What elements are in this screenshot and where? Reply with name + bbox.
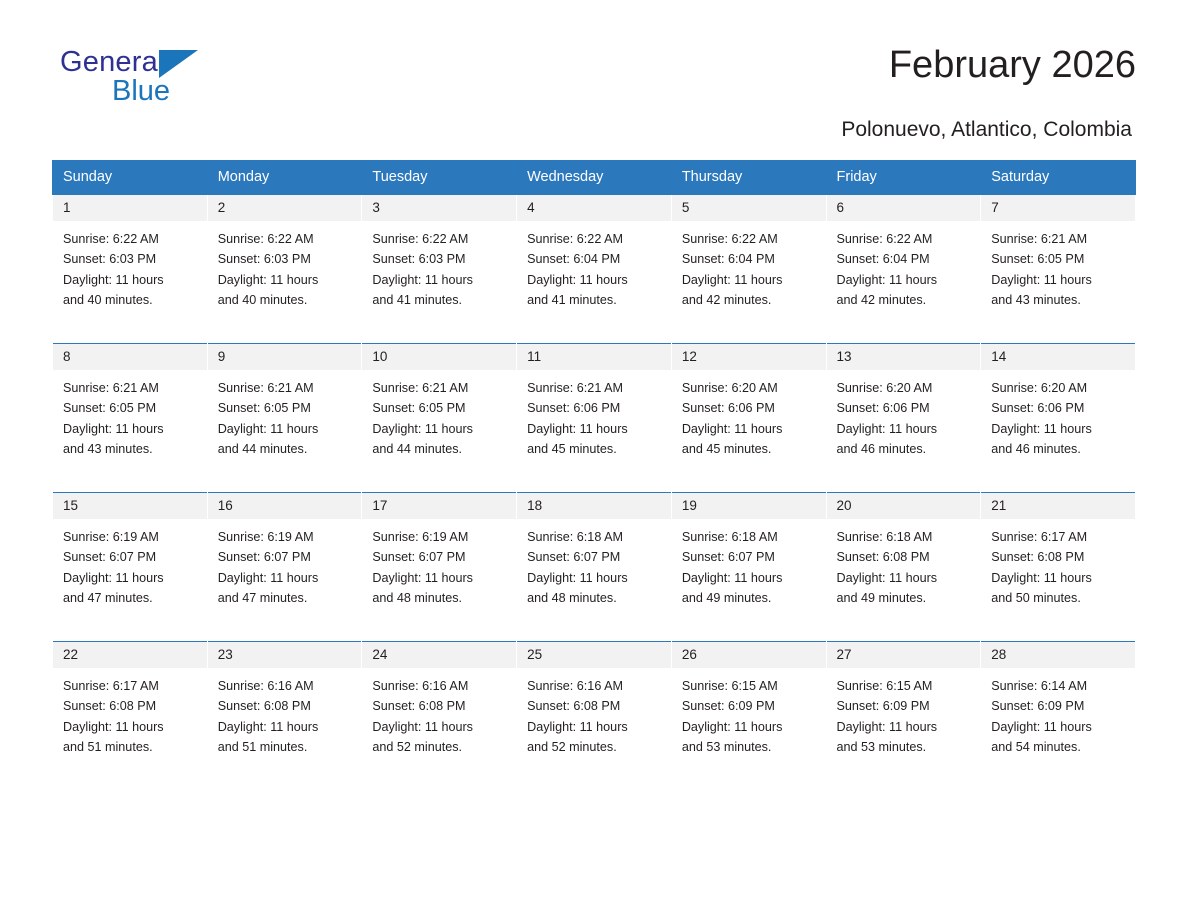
daylight-text-line2: and 52 minutes.: [527, 740, 617, 755]
day-details: [672, 668, 826, 758]
day-number: 14: [981, 344, 1135, 370]
sunset-text: Sunset: 6:06 PM: [836, 401, 930, 416]
day-number: 4: [517, 195, 671, 221]
weekday-header-friday: Friday: [826, 161, 981, 195]
daylight-text-line1: Daylight: 11 hours: [527, 570, 628, 585]
page-subtitle: Polonuevo, Atlantico, Colombia: [841, 118, 1132, 141]
sunset-text: Sunset: 6:08 PM: [63, 699, 157, 714]
daylight-text-line2: and 53 minutes.: [836, 740, 927, 755]
day-details: [672, 221, 826, 311]
sunrise-text: Sunrise: 6:17 AM: [991, 530, 1088, 544]
day-number: 20: [827, 493, 981, 519]
sunrise-text: Sunrise: 6:19 AM: [372, 530, 469, 544]
day-cell: [517, 195, 672, 344]
daylight-text-line2: and 49 minutes.: [681, 591, 772, 606]
day-number: 11: [517, 344, 671, 370]
day-cell: [981, 195, 1136, 344]
day-details: [981, 519, 1135, 609]
weekday-header-row: [53, 161, 1136, 195]
day-details: [827, 668, 981, 758]
sunrise-text: Sunrise: 6:20 AM: [681, 381, 778, 395]
sunset-text: Sunset: 6:06 PM: [681, 401, 775, 416]
generalblue-logo: [60, 46, 260, 110]
sunset-text: Sunset: 6:03 PM: [63, 252, 157, 267]
sunset-text: Sunset: 6:08 PM: [217, 699, 311, 714]
day-cell: [362, 195, 517, 344]
sunrise-text: Sunrise: 6:19 AM: [63, 530, 159, 544]
day-details: [981, 668, 1135, 758]
daylight-text-line1: Daylight: 11 hours: [217, 272, 319, 287]
day-number: 3: [362, 195, 516, 221]
calendar-week-row: [53, 493, 1136, 642]
sunrise-text: Sunrise: 6:22 AM: [372, 232, 469, 246]
daylight-text-line2: and 44 minutes.: [372, 442, 463, 457]
day-cell: [517, 642, 672, 791]
sunrise-text: Sunrise: 6:21 AM: [527, 381, 624, 395]
day-cell: [53, 344, 208, 493]
daylight-text-line1: Daylight: 11 hours: [527, 272, 628, 287]
daylight-text-line1: Daylight: 11 hours: [681, 719, 783, 734]
day-cell: [826, 642, 981, 791]
daylight-text-line2: and 53 minutes.: [681, 740, 772, 755]
day-cell: [362, 493, 517, 642]
weekday-header-monday: Monday: [207, 161, 362, 195]
sunset-text: Sunset: 6:05 PM: [991, 252, 1085, 267]
sunset-text: Sunset: 6:09 PM: [991, 699, 1085, 714]
day-number: 8: [53, 344, 207, 370]
day-cell: [826, 344, 981, 493]
calendar-week-row: [53, 344, 1136, 493]
sunrise-text: Sunrise: 6:16 AM: [527, 679, 624, 693]
daylight-text-line1: Daylight: 11 hours: [991, 421, 1092, 436]
day-details: [362, 370, 516, 460]
daylight-text-line2: and 47 minutes.: [63, 591, 153, 606]
sunset-text: Sunset: 6:08 PM: [372, 699, 466, 714]
day-details: [208, 221, 362, 311]
day-details: [517, 519, 671, 609]
sunrise-text: Sunrise: 6:20 AM: [991, 381, 1088, 395]
daylight-text-line1: Daylight: 11 hours: [836, 719, 938, 734]
daylight-text-line2: and 45 minutes.: [681, 442, 772, 457]
page-title: February 2026: [888, 44, 1136, 86]
daylight-text-line1: Daylight: 11 hours: [836, 272, 938, 287]
daylight-text-line1: Daylight: 11 hours: [991, 719, 1092, 734]
day-cell: [207, 642, 362, 791]
day-cell: [53, 195, 208, 344]
daylight-text-line2: and 54 minutes.: [991, 740, 1081, 755]
daylight-text-line1: Daylight: 11 hours: [991, 272, 1092, 287]
daylight-text-line2: and 42 minutes.: [681, 293, 772, 308]
daylight-text-line1: Daylight: 11 hours: [991, 570, 1092, 585]
day-number: 2: [208, 195, 362, 221]
day-number: 27: [827, 642, 981, 668]
day-details: [827, 519, 981, 609]
sunrise-text: Sunrise: 6:21 AM: [991, 232, 1088, 246]
day-number: 21: [981, 493, 1135, 519]
sunrise-text: Sunrise: 6:21 AM: [372, 381, 469, 395]
day-details: [208, 370, 362, 460]
daylight-text-line2: and 47 minutes.: [217, 591, 308, 606]
day-cell: [207, 195, 362, 344]
daylight-text-line2: and 51 minutes.: [217, 740, 308, 755]
day-cell: [362, 344, 517, 493]
daylight-text-line2: and 46 minutes.: [991, 442, 1081, 457]
daylight-text-line2: and 41 minutes.: [372, 293, 463, 308]
daylight-text-line2: and 43 minutes.: [63, 442, 153, 457]
day-details: [981, 221, 1135, 311]
day-number: 6: [827, 195, 981, 221]
day-number: 16: [208, 493, 362, 519]
day-number: 15: [53, 493, 207, 519]
daylight-text-line1: Daylight: 11 hours: [836, 421, 938, 436]
daylight-text-line2: and 50 minutes.: [991, 591, 1081, 606]
sunrise-text: Sunrise: 6:14 AM: [991, 679, 1088, 693]
sunset-text: Sunset: 6:08 PM: [836, 550, 930, 565]
sunrise-text: Sunrise: 6:22 AM: [681, 232, 778, 246]
sunset-text: Sunset: 6:09 PM: [681, 699, 775, 714]
daylight-text-line1: Daylight: 11 hours: [681, 272, 783, 287]
daylight-text-line2: and 52 minutes.: [372, 740, 463, 755]
sunset-text: Sunset: 6:04 PM: [681, 252, 775, 267]
day-details: [981, 370, 1135, 460]
sunset-text: Sunset: 6:04 PM: [836, 252, 930, 267]
day-cell: [207, 493, 362, 642]
daylight-text-line2: and 40 minutes.: [217, 293, 308, 308]
day-cell: [671, 195, 826, 344]
daylight-text-line1: Daylight: 11 hours: [63, 421, 164, 436]
day-cell: [671, 493, 826, 642]
day-number: 13: [827, 344, 981, 370]
sunrise-text: Sunrise: 6:18 AM: [681, 530, 778, 544]
weekday-header-tuesday: Tuesday: [362, 161, 517, 195]
sunset-text: Sunset: 6:07 PM: [681, 550, 775, 565]
sunset-text: Sunset: 6:03 PM: [372, 252, 466, 267]
day-cell: [53, 493, 208, 642]
day-cell: [362, 642, 517, 791]
daylight-text-line2: and 49 minutes.: [836, 591, 927, 606]
day-details: [53, 221, 207, 311]
sunset-text: Sunset: 6:06 PM: [991, 401, 1085, 416]
sunset-text: Sunset: 6:07 PM: [372, 550, 466, 565]
daylight-text-line2: and 40 minutes.: [63, 293, 153, 308]
sunrise-text: Sunrise: 6:18 AM: [836, 530, 933, 544]
day-cell: [981, 493, 1136, 642]
sunrise-text: Sunrise: 6:21 AM: [63, 381, 159, 395]
daylight-text-line1: Daylight: 11 hours: [63, 719, 164, 734]
daylight-text-line1: Daylight: 11 hours: [681, 570, 783, 585]
daylight-text-line1: Daylight: 11 hours: [372, 272, 473, 287]
daylight-text-line2: and 42 minutes.: [836, 293, 927, 308]
sunrise-text: Sunrise: 6:16 AM: [372, 679, 469, 693]
day-number: 26: [672, 642, 826, 668]
sunset-text: Sunset: 6:05 PM: [63, 401, 157, 416]
day-details: [672, 519, 826, 609]
day-details: [53, 519, 207, 609]
day-number: 18: [517, 493, 671, 519]
sunrise-text: Sunrise: 6:22 AM: [63, 232, 159, 246]
sunset-text: Sunset: 6:06 PM: [527, 401, 621, 416]
triangle-icon: [159, 50, 198, 78]
sunrise-text: Sunrise: 6:15 AM: [681, 679, 778, 693]
daylight-text-line2: and 43 minutes.: [991, 293, 1081, 308]
sunrise-text: Sunrise: 6:22 AM: [217, 232, 314, 246]
day-details: [827, 221, 981, 311]
daylight-text-line1: Daylight: 11 hours: [63, 272, 164, 287]
sunrise-text: Sunrise: 6:22 AM: [836, 232, 933, 246]
weekday-header-saturday: Saturday: [981, 161, 1136, 195]
daylight-text-line1: Daylight: 11 hours: [681, 421, 783, 436]
day-details: [517, 221, 671, 311]
day-number: 22: [53, 642, 207, 668]
sunrise-text: Sunrise: 6:18 AM: [527, 530, 624, 544]
sunset-text: Sunset: 6:08 PM: [527, 699, 621, 714]
day-details: [362, 221, 516, 311]
daylight-text-line1: Daylight: 11 hours: [217, 570, 319, 585]
daylight-text-line1: Daylight: 11 hours: [372, 719, 473, 734]
day-number: 1: [53, 195, 207, 221]
day-cell: [517, 344, 672, 493]
sunrise-sunset-calendar: [52, 160, 1136, 790]
page-header: [52, 0, 1136, 112]
logo-text-general: General: [60, 46, 165, 78]
day-details: [517, 668, 671, 758]
day-number: 28: [981, 642, 1135, 668]
day-cell: [981, 642, 1136, 791]
sunset-text: Sunset: 6:07 PM: [217, 550, 311, 565]
day-details: [208, 519, 362, 609]
day-number: 9: [208, 344, 362, 370]
day-cell: [671, 642, 826, 791]
day-details: [827, 370, 981, 460]
daylight-text-line2: and 44 minutes.: [217, 442, 308, 457]
daylight-text-line2: and 45 minutes.: [527, 442, 617, 457]
sunset-text: Sunset: 6:05 PM: [372, 401, 466, 416]
day-details: [53, 370, 207, 460]
day-details: [362, 668, 516, 758]
sunset-text: Sunset: 6:09 PM: [836, 699, 930, 714]
day-number: 10: [362, 344, 516, 370]
sunrise-text: Sunrise: 6:19 AM: [217, 530, 314, 544]
daylight-text-line1: Daylight: 11 hours: [372, 421, 473, 436]
day-details: [53, 668, 207, 758]
daylight-text-line1: Daylight: 11 hours: [372, 570, 473, 585]
weekday-header-thursday: Thursday: [671, 161, 826, 195]
sunrise-text: Sunrise: 6:15 AM: [836, 679, 933, 693]
sunset-text: Sunset: 6:03 PM: [217, 252, 311, 267]
daylight-text-line2: and 46 minutes.: [836, 442, 927, 457]
calendar-week-row: [53, 195, 1136, 344]
daylight-text-line1: Daylight: 11 hours: [836, 570, 938, 585]
daylight-text-line1: Daylight: 11 hours: [527, 421, 628, 436]
sunrise-text: Sunrise: 6:21 AM: [217, 381, 314, 395]
daylight-text-line1: Daylight: 11 hours: [63, 570, 164, 585]
sunset-text: Sunset: 6:07 PM: [63, 550, 157, 565]
day-cell: [53, 642, 208, 791]
calendar-week-row: [53, 642, 1136, 791]
day-number: 23: [208, 642, 362, 668]
day-cell: [826, 493, 981, 642]
day-details: [362, 519, 516, 609]
day-number: 12: [672, 344, 826, 370]
day-number: 7: [981, 195, 1135, 221]
day-details: [672, 370, 826, 460]
sunset-text: Sunset: 6:08 PM: [991, 550, 1085, 565]
daylight-text-line1: Daylight: 11 hours: [217, 421, 319, 436]
sunrise-text: Sunrise: 6:16 AM: [217, 679, 314, 693]
day-number: 17: [362, 493, 516, 519]
sunset-text: Sunset: 6:04 PM: [527, 252, 621, 267]
day-cell: [207, 344, 362, 493]
sunrise-text: Sunrise: 6:17 AM: [63, 679, 159, 693]
day-number: 25: [517, 642, 671, 668]
sunset-text: Sunset: 6:05 PM: [217, 401, 311, 416]
daylight-text-line2: and 48 minutes.: [527, 591, 617, 606]
weekday-header-wednesday: Wednesday: [517, 161, 672, 195]
day-number: 5: [672, 195, 826, 221]
weekday-header-sunday: Sunday: [53, 161, 208, 195]
day-details: [208, 668, 362, 758]
daylight-text-line2: and 48 minutes.: [372, 591, 463, 606]
day-number: 24: [362, 642, 516, 668]
sunrise-text: Sunrise: 6:20 AM: [836, 381, 933, 395]
day-cell: [981, 344, 1136, 493]
day-cell: [517, 493, 672, 642]
day-cell: [826, 195, 981, 344]
daylight-text-line1: Daylight: 11 hours: [527, 719, 628, 734]
sunset-text: Sunset: 6:07 PM: [527, 550, 621, 565]
day-cell: [671, 344, 826, 493]
day-number: 19: [672, 493, 826, 519]
sunrise-text: Sunrise: 6:22 AM: [527, 232, 624, 246]
daylight-text-line1: Daylight: 11 hours: [217, 719, 319, 734]
daylight-text-line2: and 51 minutes.: [63, 740, 153, 755]
logo-text-blue: Blue: [112, 75, 171, 107]
day-details: [517, 370, 671, 460]
daylight-text-line2: and 41 minutes.: [527, 293, 617, 308]
